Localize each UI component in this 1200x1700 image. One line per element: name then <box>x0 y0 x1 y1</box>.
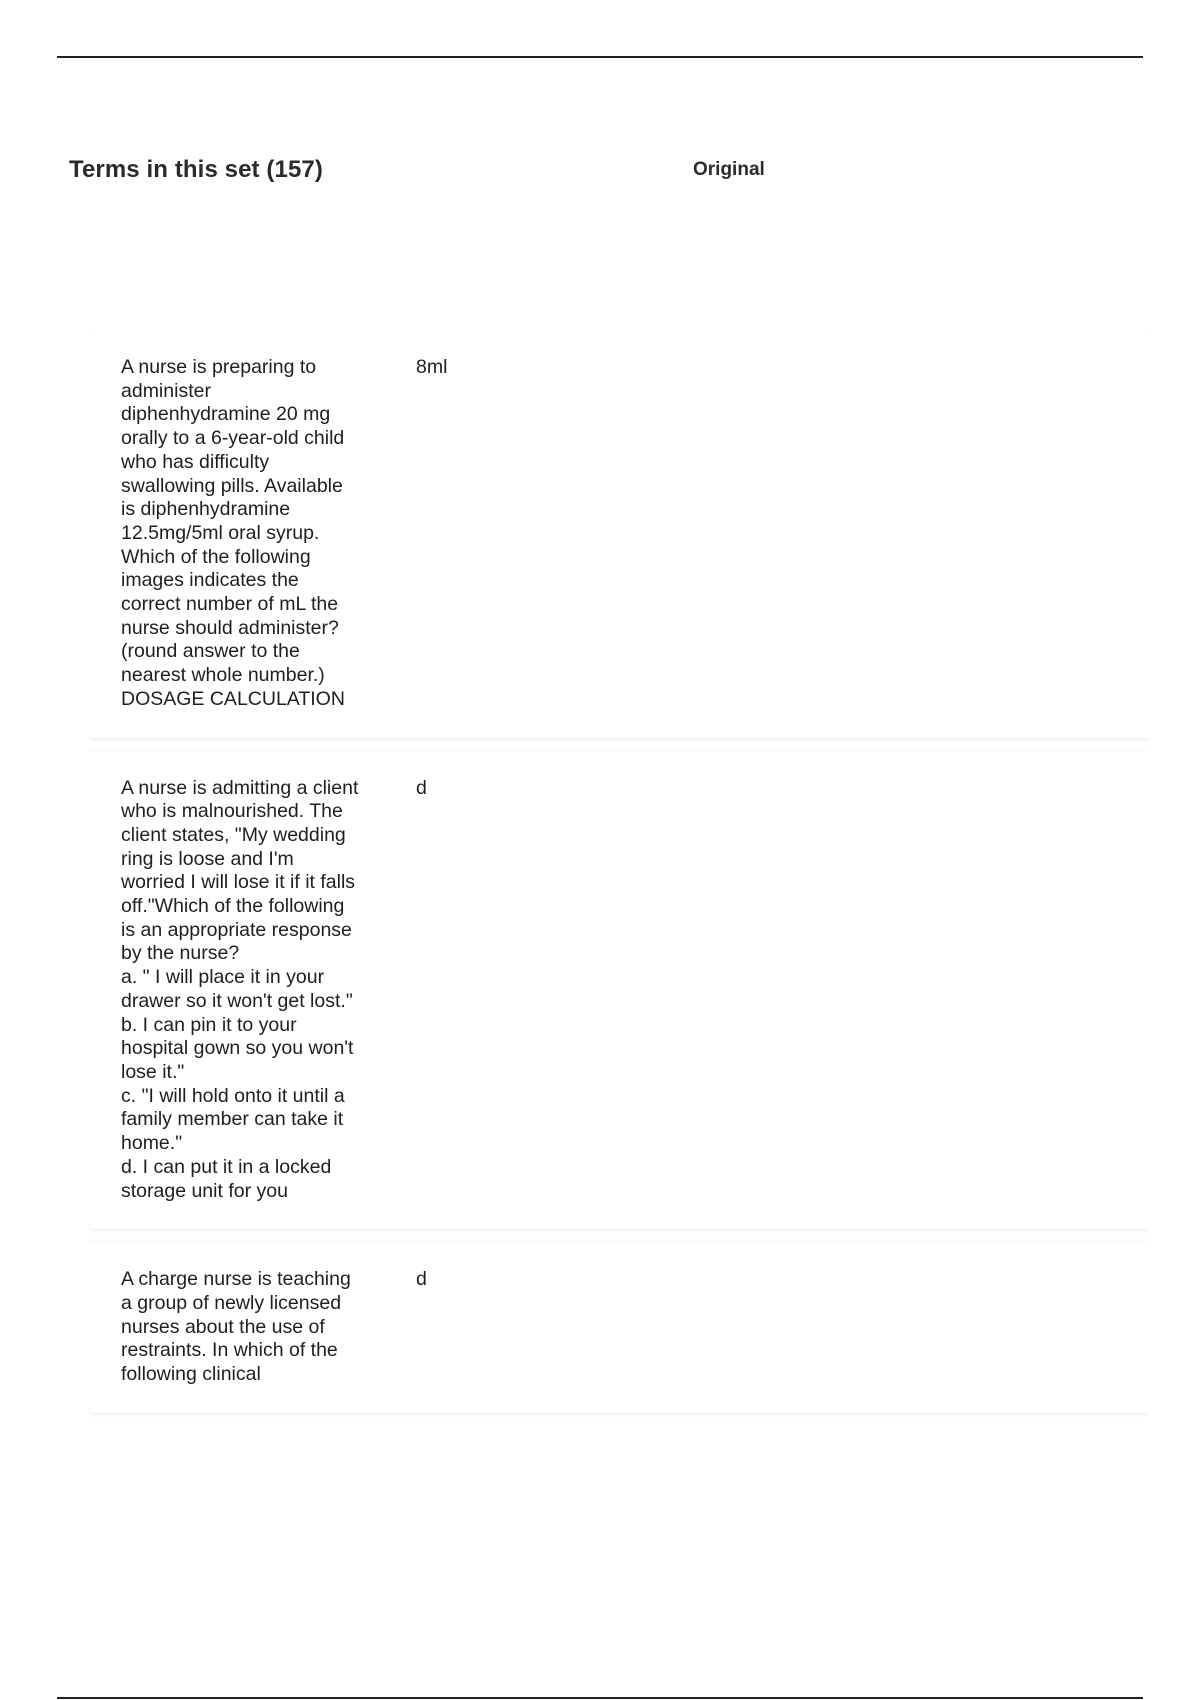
card-term: A nurse is preparing to administer diphenhydramine 20 mg orally to a 6-year-old child who has difficulty swallowing pills. Available is diphenhydramine 12.5mg/5ml oral syrup. Which of the following images indicates the correct number of mL the nurse should administer? (round answer to the nearest whole number.) DOSAGE CALCULATION <box>121 356 345 710</box>
card-term: A charge nurse is teaching a group of newly licensed nurses about the use of restraints. In which of the following clinical <box>121 1268 351 1386</box>
language-label: Original <box>693 159 765 180</box>
card-list <box>89 330 1149 1546</box>
card-definition: d <box>416 1268 427 1291</box>
card-term: A nurse is admitting a client who is malnourished. The client states, "My wedding ring is loose and I'm worried I will lose it if it falls off."Which of the following is an appropriate response by the nurse? a. " I will place it in your drawer so it won't get lost." b. I can pin it to your hospital gown so you won't lose it." c. "I will hold onto it until a family member can take it home." d. I can put it in a locked storage unit for you <box>121 776 359 1202</box>
card-definition: 8ml <box>416 356 448 378</box>
top-rule <box>57 56 1143 58</box>
bottom-rule <box>57 1697 1143 1699</box>
terms-count-heading: Terms in this set (157) <box>69 156 323 183</box>
flashcard <box>89 1242 1149 1413</box>
card-definition: d <box>416 776 427 799</box>
flashcard <box>89 330 1149 738</box>
flashcard <box>89 751 1149 1230</box>
